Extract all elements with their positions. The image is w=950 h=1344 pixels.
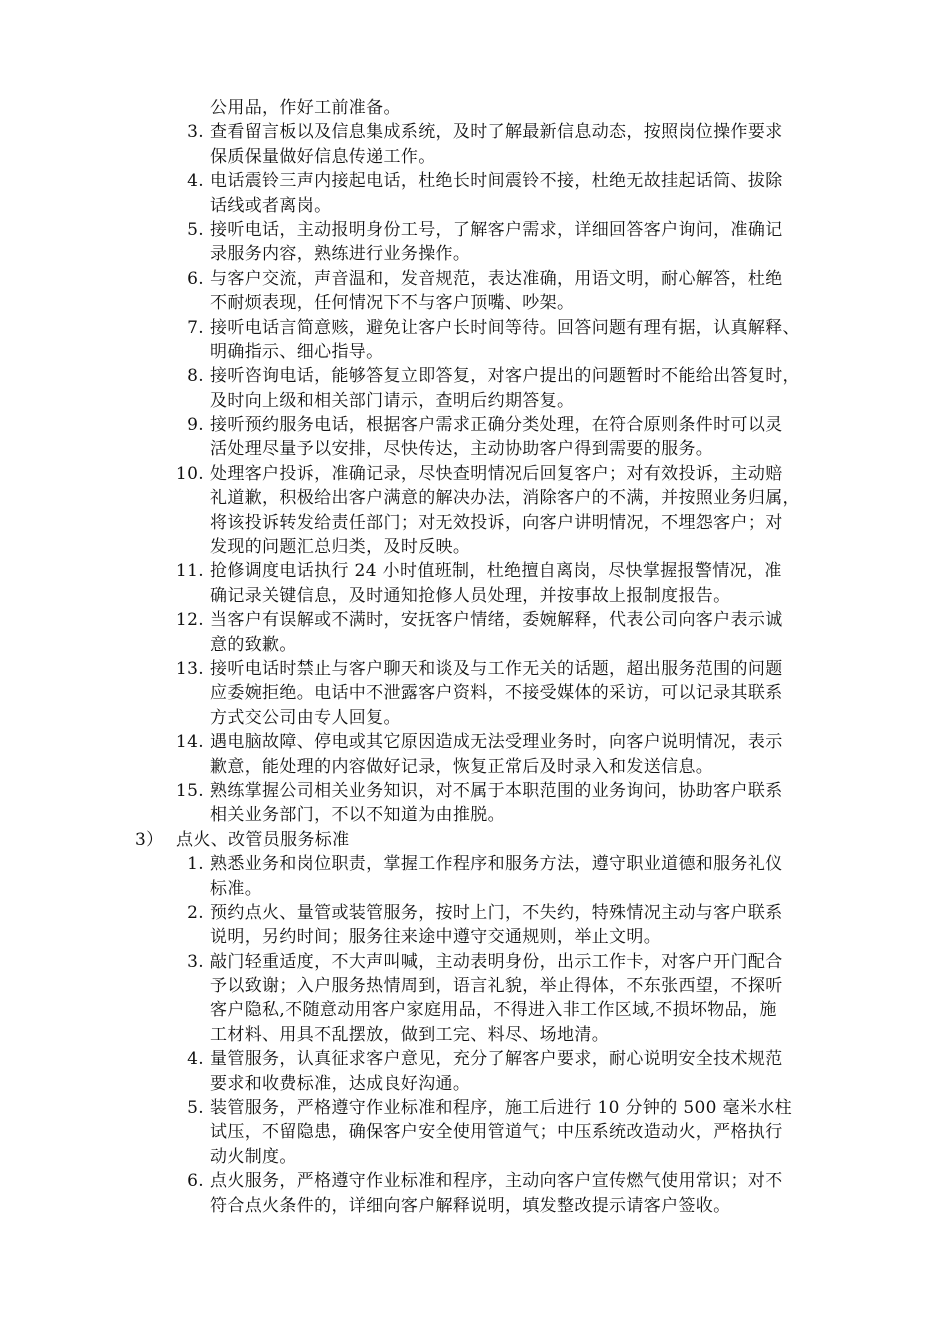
- item-text: 电话震铃三声内接起电话，杜绝长时间震铃不接，杜绝无故挂起话筒、拔除: [210, 171, 783, 192]
- item-text: 接听电话，主动报明身份工号，了解客户需求，详细回答客户询问，准确记: [210, 219, 783, 240]
- item-text: 发现的问题汇总归类，及时反映。: [210, 537, 471, 558]
- item-text: 遇电脑故障、停电或其它原因造成无法受理业务时，向客户说明情况，表示: [210, 732, 783, 753]
- item-text: 装管服务，严格遵守作业标准和程序，施工后进行 10 分钟的 500 毫米水柱: [210, 1098, 792, 1119]
- item-text: 将该投诉转发给责任部门；对无效投诉，向客户讲明情况，不埋怨客户；对: [210, 512, 783, 533]
- item-text: 意的致歉。: [210, 634, 297, 655]
- item-number: 11.: [175, 561, 204, 582]
- item-text: 当客户有误解或不满时，安抚客户情绪，委婉解释，代表公司向客户表示诚: [210, 610, 783, 631]
- item-text: 明确指示、细心指导。: [210, 341, 384, 362]
- item-text: 客户隐私,不随意动用客户家庭用品，不得进入非工作区域,不损坏物品，施: [210, 1000, 777, 1021]
- item-text: 量管服务，认真征求客户意见，充分了解客户要求，耐心说明安全技术规范: [210, 1049, 783, 1070]
- item-number: 9.: [187, 415, 204, 436]
- item-text: 熟悉业务和岗位职责，掌握工作程序和服务方法，遵守职业道德和服务礼仪: [210, 854, 783, 875]
- item-text: 活处理尽量予以安排，尽快传达，主动协助客户得到需要的服务。: [210, 439, 714, 460]
- item-text: 标准。: [210, 878, 263, 899]
- item-text: 与客户交流，声音温和，发音规范，表达准确，用语文明，耐心解答，杜绝: [210, 268, 783, 289]
- item-number: 4.: [187, 171, 204, 192]
- item-text: 接听咨询电话，能够答复立即答复，对客户提出的问题暂时不能给出答复时，: [210, 366, 800, 387]
- item-number: 12.: [175, 610, 204, 631]
- list-item: [0, 1169, 950, 1218]
- item-text: 接听电话言简意赅，避免让客户长时间等待。回答问题有理有据，认真解释、: [210, 317, 800, 338]
- item-text: 熟练掌握公司相关业务知识，对不属于本职范围的业务询问，协助客户联系: [210, 780, 783, 801]
- list-item: [0, 169, 950, 218]
- item-number: 14.: [175, 732, 204, 753]
- list-item: [0, 852, 950, 901]
- item-number: 3.: [187, 951, 204, 972]
- item-text: 礼道歉，积极给出客户满意的解决办法，消除客户的不满，并按照业务归属，: [210, 488, 800, 509]
- item-text: 要求和收费标准，达成良好沟通。: [210, 1073, 471, 1094]
- item-text: 抢修调度电话执行 24 小时值班制，杜绝擅自离岗，尽快掌握报警情况，准: [210, 561, 782, 582]
- list-item: [0, 1096, 950, 1169]
- list-item: [0, 1047, 950, 1096]
- list-item: [0, 218, 950, 267]
- list-item: [0, 779, 950, 828]
- item-text: 话线或者离岗。: [210, 195, 332, 216]
- item-number: 6.: [187, 1171, 204, 1192]
- item-text: 应委婉拒绝。电话中不泄露客户资料，不接受媒体的采访，可以记录其联系: [210, 683, 783, 704]
- item-number: 13.: [175, 658, 204, 679]
- section-heading: [0, 828, 950, 852]
- text-line: [0, 96, 950, 120]
- document-body: [0, 96, 950, 1218]
- item-text: 点火服务，严格遵守作业标准和程序，主动向客户宣传燃气使用常识；对不: [210, 1171, 783, 1192]
- item-text: 工材料、用具不乱摆放，做到工完、料尽、场地清。: [210, 1024, 610, 1045]
- item-text: 敲门轻重适度，不大声叫喊，主动表明身份，出示工作卡，对客户开门配合: [210, 951, 783, 972]
- item-text: 接听电话时禁止与客户聊天和谈及与工作无关的话题，超出服务范围的问题: [210, 658, 783, 679]
- item-number: 10.: [175, 463, 204, 484]
- item-number: 2.: [187, 902, 204, 923]
- item-text: 不耐烦表现，任何情况下不与客户顶嘴、吵架。: [210, 293, 575, 314]
- list-item: [0, 364, 950, 413]
- item-text: 确记录关键信息，及时通知抢修人员处理，并按事故上报制度报告。: [210, 585, 731, 606]
- intro-text: 公用品，作好工前准备。: [210, 98, 401, 118]
- item-text: 说明，另约时间；服务往来途中遵守交通规则，举止文明。: [210, 927, 662, 948]
- item-number: 8.: [187, 366, 204, 387]
- item-text: 及时向上级和相关部门请示，查明后约期答复。: [210, 390, 575, 411]
- item-text: 予以致谢；入户服务热情周到，语言礼貌，举止得体，不东张西望，不探听: [210, 976, 783, 997]
- list-item: [0, 316, 950, 365]
- item-text: 保质保量做好信息传递工作。: [210, 146, 436, 167]
- section-number: 3）: [135, 829, 164, 850]
- item-number: 1.: [187, 854, 204, 875]
- list-item: [0, 413, 950, 462]
- item-text: 接听预约服务电话，根据客户需求正确分类处理，在符合原则条件时可以灵: [210, 415, 783, 436]
- list-item: [0, 730, 950, 779]
- list-item: [0, 267, 950, 316]
- item-text: 相关业务部门，不以不知道为由推脱。: [210, 805, 505, 826]
- item-number: 5.: [187, 1098, 204, 1119]
- list-item: [0, 462, 950, 560]
- item-number: 7.: [187, 317, 204, 338]
- list-item: [0, 901, 950, 950]
- item-text: 符合点火条件的，详细向客户解释说明，填发整改提示请客户签收。: [210, 1195, 731, 1216]
- item-number: 4.: [187, 1049, 204, 1070]
- item-text: 录服务内容，熟练进行业务操作。: [210, 244, 471, 265]
- list-item: [0, 657, 950, 730]
- item-text: 试压，不留隐患，确保客户安全使用管道气；中压系统改造动火，严格执行: [210, 1122, 783, 1143]
- item-number: 5.: [187, 219, 204, 240]
- item-text: 处理客户投诉，准确记录，尽快查明情况后回复客户；对有效投诉，主动赔: [210, 463, 783, 484]
- item-text: 歉意，能处理的内容做好记录，恢复正常后及时录入和发送信息。: [210, 756, 714, 777]
- list-item: [0, 559, 950, 608]
- list-item: [0, 120, 950, 169]
- section-title: 点火、改管员服务标准: [176, 829, 350, 850]
- item-text: 查看留言板以及信息集成系统，及时了解最新信息动态，按照岗位操作要求: [210, 122, 783, 143]
- item-number: 3.: [187, 122, 204, 143]
- item-text: 预约点火、量管或装管服务，按时上门，不失约，特殊情况主动与客户联系: [210, 902, 783, 923]
- list-item: [0, 608, 950, 657]
- list-item: [0, 950, 950, 1048]
- item-text: 方式交公司由专人回复。: [210, 707, 401, 728]
- item-number: 6.: [187, 268, 204, 289]
- item-text: 动火制度。: [210, 1146, 297, 1167]
- item-number: 15.: [175, 780, 204, 801]
